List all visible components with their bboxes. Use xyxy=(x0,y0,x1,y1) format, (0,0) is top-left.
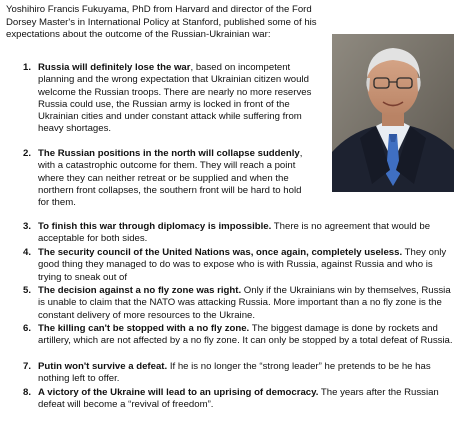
item-text xyxy=(38,323,456,348)
item-body: The biggest damage is done by rockets and artillery, which are not affected by a no fly zone. It can only be stopped by a total defeat of Russia. xyxy=(38,323,453,347)
item-number: 5. xyxy=(23,285,32,296)
portrait-image xyxy=(332,34,454,192)
item-body: They only good thing they managed to do was to expose who is with Russia, against Russia and who is trying to sneak out of xyxy=(38,247,447,283)
item-text xyxy=(38,285,456,322)
item-text xyxy=(38,247,456,284)
item-number: 1. xyxy=(23,62,32,73)
item-body: , based on incompetent planning and the wrong expectation that Ukrainian citizen would welcome the Russian troops. There are nearly no more reserves Russia could use, the Russian army is locked in front of the Ukrainian cities and under constant attack while suffering from heavy shortages. xyxy=(38,62,312,135)
item-number: 3. xyxy=(23,221,32,232)
item-number: 2. xyxy=(23,148,32,159)
item-body: There is no agreement that would be acceptable for both sides. xyxy=(38,221,431,245)
item-number: 7. xyxy=(23,361,32,372)
intro-paragraph: Yoshihiro Francis Fukuyama, PhD from Harvard and director of the Ford Dorsey Master's in International Policy at Stanford, published some of his expectations about the outcome of the Russian-Ukrainian war: xyxy=(6,4,317,41)
portrait-photo xyxy=(332,34,454,192)
item-text xyxy=(38,221,456,246)
item-heading: To finish this war through diplomacy is impossible. xyxy=(38,221,272,232)
item-heading: The security council of the United Nations was, once again, completely useless. xyxy=(38,247,403,258)
item-body: The years after the Russian defeat will become a “revival of freedom”. xyxy=(38,387,439,411)
item-heading: The killing can't be stopped with a no fly zone. xyxy=(38,323,250,334)
item-text xyxy=(38,387,456,412)
item-body: If he is no longer the “strong leader” he pretends to be he has nothing left to offer. xyxy=(38,361,431,385)
item-body: , with a catastrophic outcome for them. They will reach a point where they can neither retreat or be supplied and when the northern front collapses, the southern front will be hard to hold for them. xyxy=(38,148,303,209)
item-number: 8. xyxy=(23,387,32,398)
item-number: 4. xyxy=(23,247,32,258)
item-heading: The decision against a no fly zone was right. xyxy=(38,285,242,296)
item-heading: A victory of the Ukraine will lead to an uprising of democracy. xyxy=(38,387,319,398)
item-heading: The Russian positions in the north will collapse suddenly xyxy=(38,148,300,159)
item-heading: Putin won't survive a defeat. xyxy=(38,361,168,372)
item-text xyxy=(38,148,314,209)
item-heading: Russia will definitely lose the war xyxy=(38,62,191,73)
item-number: 6. xyxy=(23,323,32,334)
item-text xyxy=(38,62,314,136)
item-text xyxy=(38,361,456,386)
item-body: Only if the Ukrainians win by themselves, Russia is unable to claim that the NATO was attacking Russia. More important than a no fly zone is the constant delivery of more resources to the Ukraine. xyxy=(38,285,451,321)
